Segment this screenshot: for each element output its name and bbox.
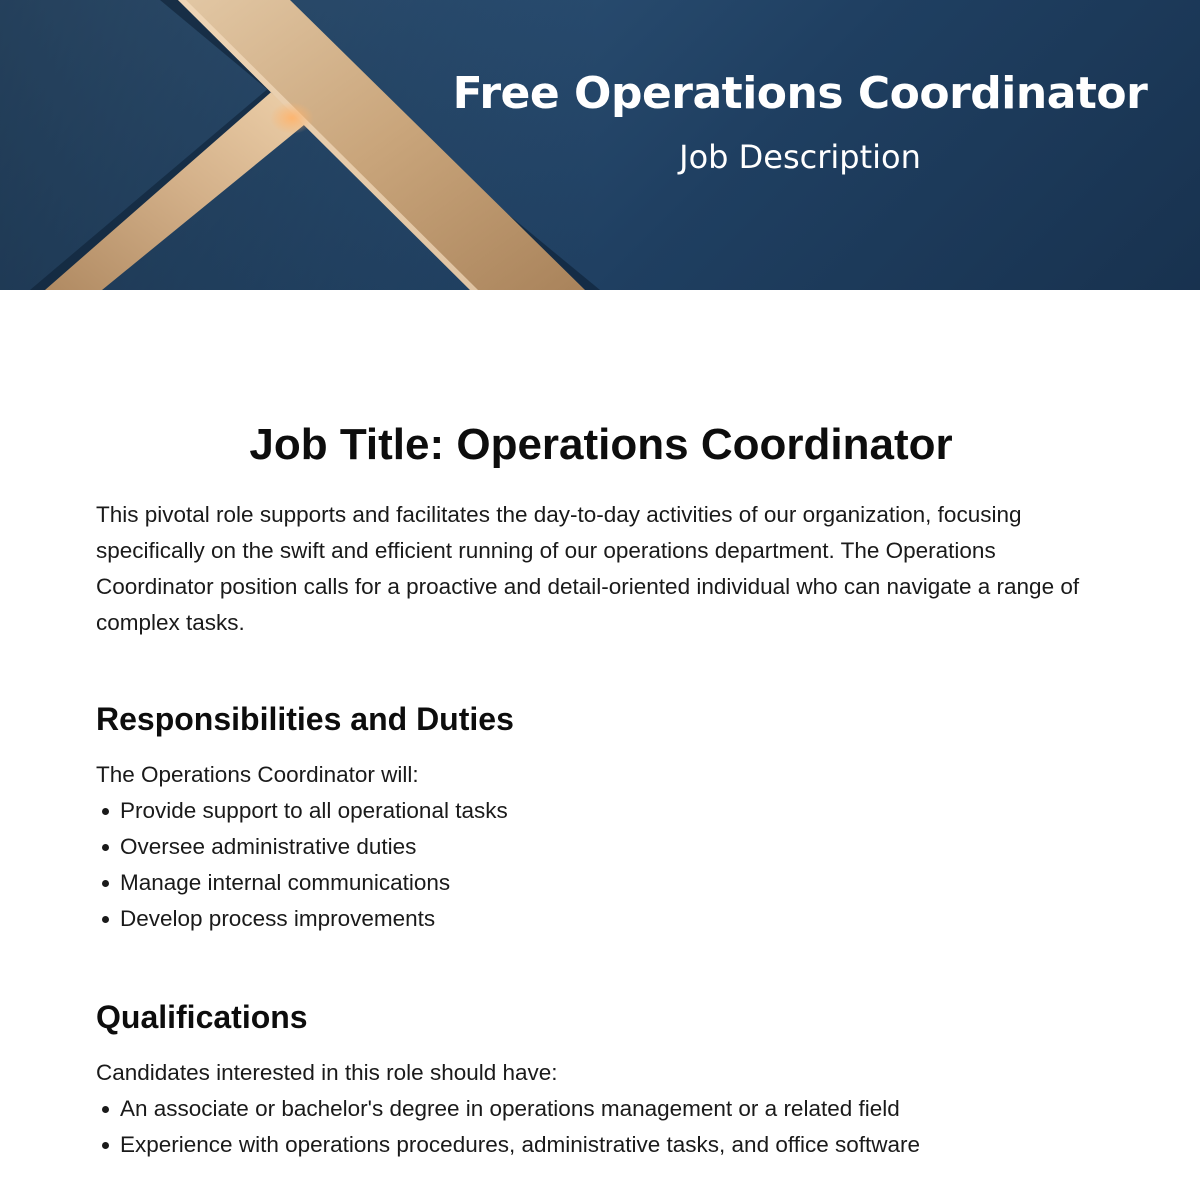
list-item-text: Experience with operations procedures, administrative tasks, and office software: [120, 1132, 920, 1157]
bullet-icon: [102, 844, 109, 851]
bullet-icon: [102, 808, 109, 815]
responsibilities-heading: Responsibilities and Duties: [96, 701, 514, 737]
list-item-text: Manage internal communications: [120, 870, 451, 895]
bullet-icon: [102, 1106, 109, 1113]
qualifications-list: [96, 1091, 1106, 1163]
list-item-text: Develop process improvements: [120, 906, 436, 931]
list-item-text: Oversee administrative duties: [120, 834, 417, 859]
list-item: [96, 1091, 1106, 1127]
responsibilities-lead: The Operations Coordinator will:: [96, 762, 419, 787]
banner-title: Free Operations Coordinator: [452, 68, 1148, 119]
bullet-icon: [102, 1142, 109, 1149]
list-item-text: An associate or bachelor's degree in operations management or a related field: [120, 1096, 900, 1121]
qualifications-heading: Qualifications: [96, 999, 308, 1035]
document-body: [96, 415, 1106, 1163]
list-item: [96, 793, 1106, 829]
banner-subtitle: Job Description: [679, 138, 921, 176]
list-item: [96, 901, 1106, 937]
list-item: [96, 1127, 1106, 1163]
beam-glow: [270, 102, 314, 134]
responsibilities-list: [96, 793, 1106, 937]
bullet-icon: [102, 916, 109, 923]
qualifications-lead: Candidates interested in this role should have:: [96, 1060, 558, 1085]
header-banner: [0, 0, 1200, 290]
list-item-text: Provide support to all operational tasks: [120, 798, 508, 823]
bullet-icon: [102, 880, 109, 887]
job-title: Job Title: Operations Coordinator: [249, 420, 953, 469]
list-item: [96, 865, 1106, 901]
list-item: [96, 829, 1106, 865]
intro-paragraph: This pivotal role supports and facilitates the day-to-day activities of our organization, focusing specifically on the swift and efficient running of our operations department. The Operations Coordinator position calls for a proactive and detail-oriented individual who can navigate a range of complex tasks.: [96, 502, 1080, 635]
